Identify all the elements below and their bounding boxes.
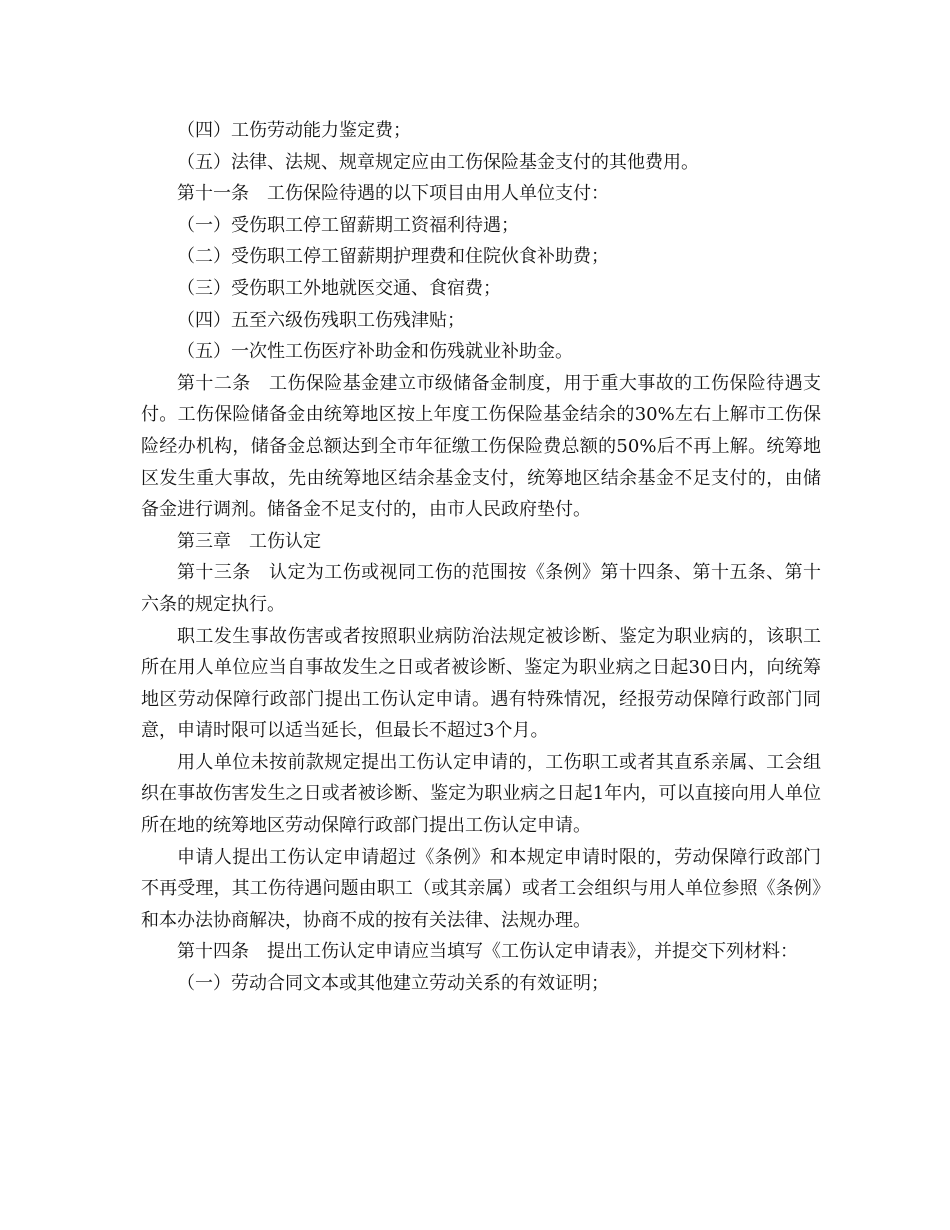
article-11-item-1: （一）受伤职工停工留薪期工资福利待遇； <box>177 214 519 236</box>
article-13-paragraph: 第十三条 认定为工伤或视同工伤的范围按《条例》第十四条、第十五条、第十六条的规定执行。 <box>141 562 821 615</box>
article-11-heading: 第十一条 工伤保险待遇的以下项目由用人单位支付： <box>177 183 609 205</box>
article-11-item-4: （四）五至六级伤残职工伤残津贴； <box>177 309 465 331</box>
article-13-clause-2: 职工发生事故伤害或者按照职业病防治法规定被诊断、鉴定为职业病的，该职工所在用人单位应当自事故发生之日或者被诊断、鉴定为职业病之日起30日内，向统筹地区劳动保障行政部门提出工伤认定申请。遇有特殊情况，经报劳动保障行政部门同意，申请时限可以适当延长，但最长不超过3个月。 <box>141 625 821 742</box>
article-12-paragraph: 第十二条 工伤保险基金建立市级储备金制度，用于重大事故的工伤保险待遇支付。工伤保险储备金由统筹地区按上年度工伤保险基金结余的30%左右上解市工伤保险经办机构，储备金总额达到全市年征缴工伤保险费总额的50%后不再上解。统筹地区发生重大事故，先由统筹地区结余基金支付，统筹地区结余基金不足支付的，由储备金进行调剂。储备金不足支付的，由市人民政府垫付。 <box>141 372 821 521</box>
paragraph-item-5-other-fees: （五）法律、法规、规章规定应由工伤保险基金支付的其他费用。 <box>177 151 699 173</box>
article-11-item-2: （二）受伤职工停工留薪期护理费和住院伙食补助费； <box>177 246 609 268</box>
article-11-item-5: （五）一次性工伤医疗补助金和伤残就业补助金。 <box>177 341 573 363</box>
document-page <box>141 115 821 1000</box>
paragraph-item-4-fee: （四）工伤劳动能力鉴定费； <box>177 120 411 141</box>
chapter-3-heading: 第三章 工伤认定 <box>177 530 321 552</box>
article-11-item-3: （三）受伤职工外地就医交通、食宿费； <box>177 277 501 299</box>
article-13-clause-4: 申请人提出工伤认定申请超过《条例》和本规定申请时限的，劳动保障行政部门不再受理，其工伤待遇问题由职工（或其亲属）或者工会组织与用人单位参照《条例》和本办法协商解决，协商不成的按有关法律、法规办理。 <box>141 846 821 931</box>
article-14-item-1: （一）劳动合同文本或其他建立劳动关系的有效证明； <box>177 973 609 995</box>
article-13-clause-3: 用人单位未按前款规定提出工伤认定申请的，工伤职工或者其直系亲属、工会组织在事故伤害发生之日或者被诊断、鉴定为职业病之日起1年内，可以直接向用人单位所在地的统筹地区劳动保障行政部门提出工伤认定申请。 <box>141 751 821 837</box>
article-14-heading: 第十四条 提出工伤认定申请应当填写《工伤认定申请表》，并提交下列材料： <box>177 941 798 963</box>
